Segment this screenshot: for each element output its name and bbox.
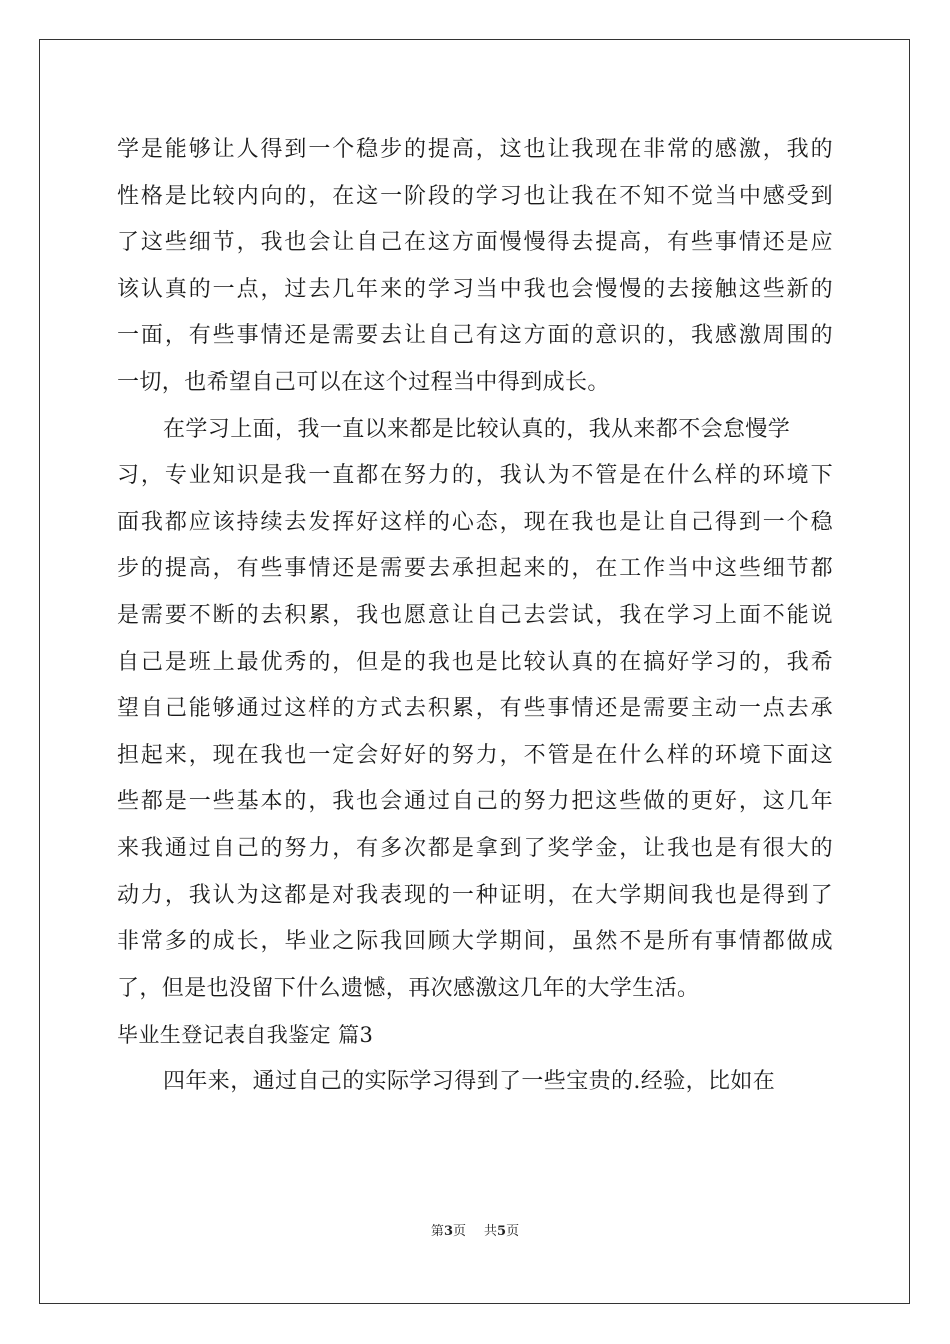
text-line: 些都是一些基本的，我也会通过自己的努力把这些做的更好，这几年 — [117, 789, 833, 815]
text-line: 一切，也希望自己可以在这个过程当中得到成长。 — [117, 369, 610, 395]
text-line: 自己是班上最优秀的，但是的我也是比较认真的在搞好学习的，我希 — [117, 649, 833, 675]
page-number-prefix: 第 — [430, 1224, 444, 1239]
text-line: 在学习上面，我一直以来都是比较认真的，我从来都不会怠慢学 — [163, 416, 791, 442]
total-pages-number: 5 — [497, 1224, 507, 1239]
total-pages-suffix: 页 — [506, 1224, 520, 1239]
page-number-suffix: 页 — [452, 1224, 466, 1239]
text-line: 步的提高，有些事情还是需要去承担起来的，在工作当中这些细节都 — [117, 556, 833, 582]
text-line: 习，专业知识是我一直都在努力的，我认为不管是在什么样的环境下 — [117, 463, 833, 489]
text-line: 来我通过自己的努力，有多次都是拿到了奖学金，让我也是有很大的 — [117, 835, 833, 861]
text-line: 望自己能够通过这样的方式去积累，有些事情还是需要主动一点去承 — [117, 696, 833, 722]
text-line: 一面，有些事情还是需要去让自己有这方面的意识的，我感激周围的 — [117, 323, 833, 349]
text-line: 学是能够让人得到一个稳步的提高，这也让我现在非常的感激，我的 — [117, 137, 833, 162]
text-line: 面我都应该持续去发挥好这样的心态，现在我也是让自己得到一个稳 — [117, 509, 833, 535]
text-line: 担起来，现在我也一定会好好的努力，不管是在什么样的环境下面这 — [117, 742, 833, 768]
text-line: 非常多的成长，毕业之际我回顾大学期间，虽然不是所有事情都做成 — [117, 929, 833, 955]
total-pages-prefix: 共 — [484, 1224, 498, 1239]
text-line: 了这些细节，我也会让自己在这方面慢慢得去提高，有些事情还是应 — [117, 230, 833, 256]
text-line: 性格是比较内向的，在这一阶段的学习也让我在不知不觉当中感受到 — [117, 183, 833, 209]
text-line: 是需要不断的去积累，我也愿意让自己去尝试，我在学习上面不能说 — [117, 602, 833, 628]
document-body — [117, 127, 833, 1105]
text-line: 动力，我认为这都是对我表现的一种证明，在大学期间我也是得到了 — [117, 882, 833, 908]
text-line: 四年来，通过自己的实际学习得到了一些宝贵的.经验，比如在 — [163, 1068, 776, 1094]
page-footer — [0, 1220, 950, 1239]
text-line: 了，但是也没留下什么遗憾，再次感激这几年的大学生活。 — [117, 975, 700, 1001]
current-page-number: 3 — [443, 1224, 453, 1239]
section-heading: 毕业生登记表自我鉴定 篇3 — [117, 1023, 374, 1048]
text-line: 该认真的一点，过去几年来的学习当中我也会慢慢的去接触这些新的 — [117, 276, 833, 302]
